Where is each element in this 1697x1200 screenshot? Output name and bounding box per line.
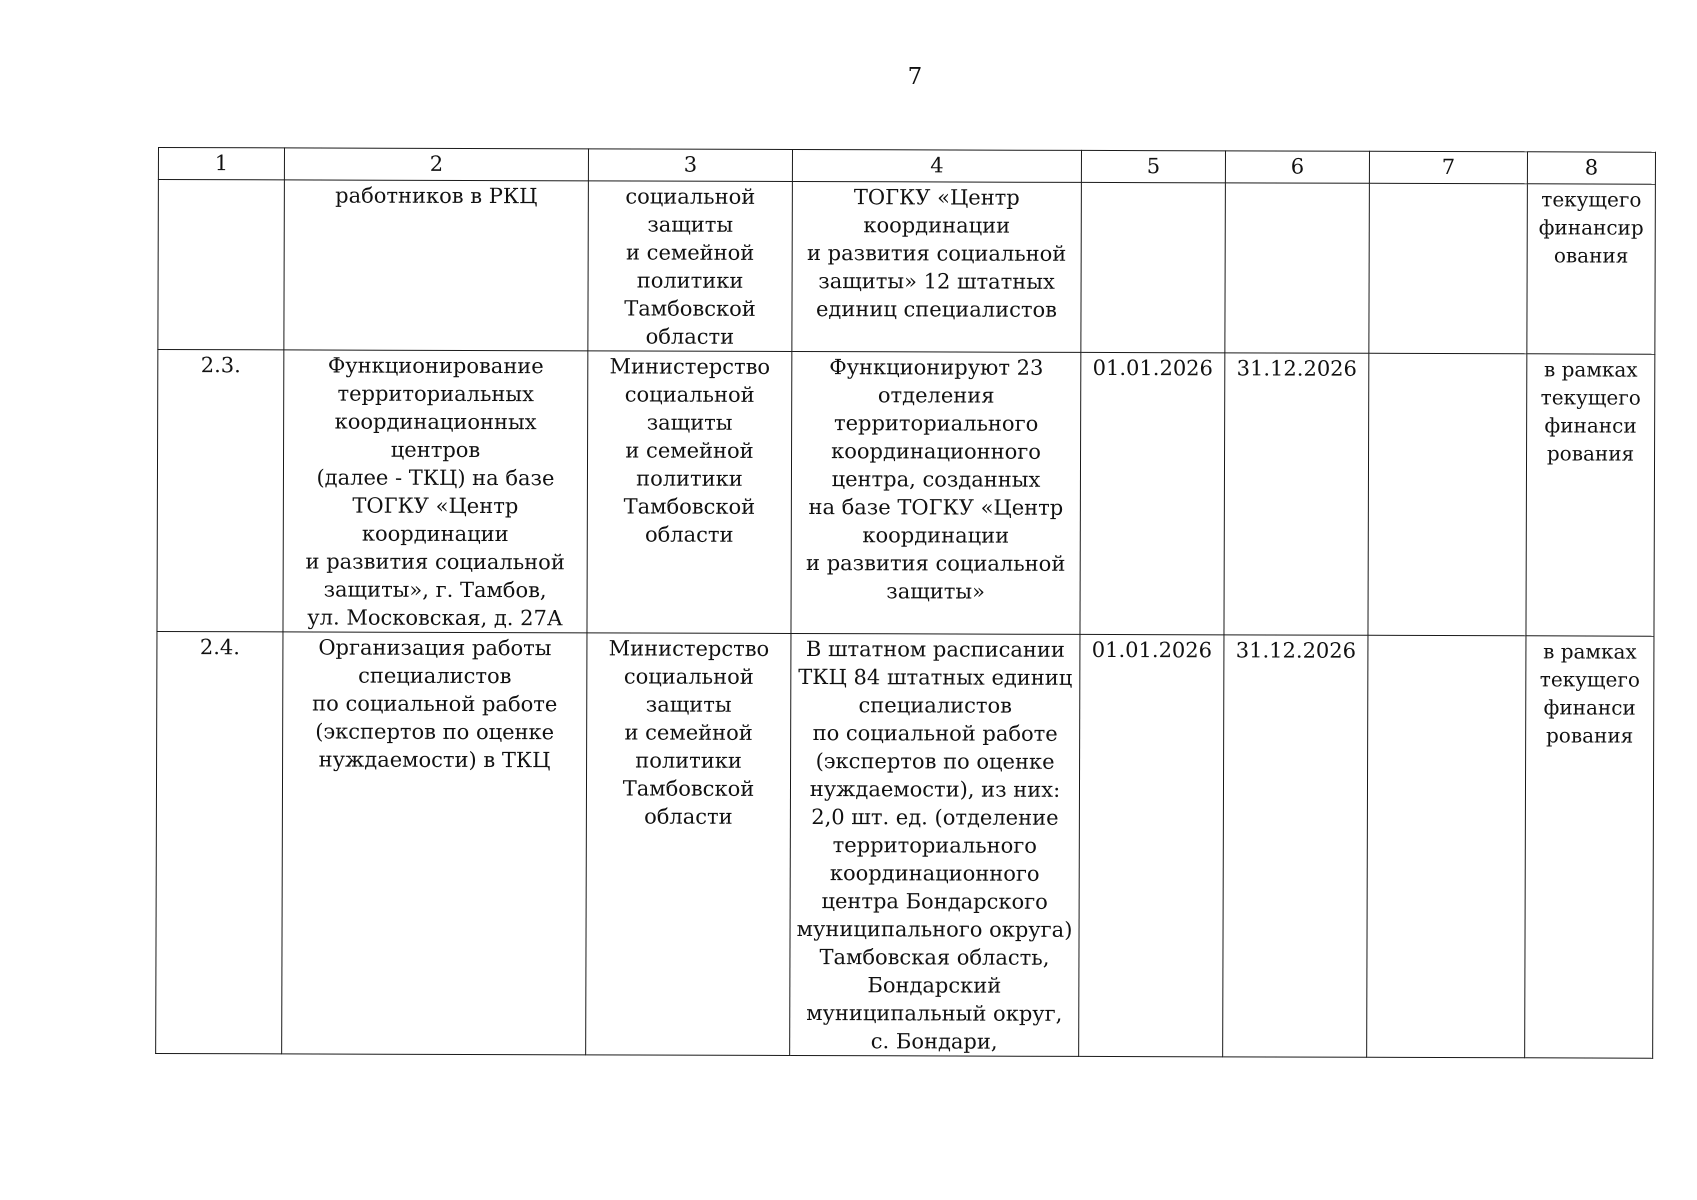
item-number-cell: 2.3. <box>157 350 284 632</box>
result-cell: ТОГКУ «Центр координации и развития социальной защиты» 12 штатных единиц специалистов <box>792 181 1082 352</box>
financing-cell: в рамках текущего финанси рования <box>1525 636 1654 1058</box>
page-number: 7 <box>907 64 923 90</box>
column-number-7: 7 <box>1369 151 1527 183</box>
end-date-cell: 31.12.2026 <box>1223 635 1368 1057</box>
start-date-cell: 01.01.2026 <box>1079 634 1224 1056</box>
column-7-cell <box>1368 353 1527 635</box>
start-date-cell: 01.01.2026 <box>1080 352 1225 634</box>
result-cell: Функционируют 23 отделения территориального координационного центра, созданных на базе ТОГКУ «Центр координации и развития социальной защиты» <box>791 351 1081 634</box>
item-number-cell <box>158 180 285 350</box>
column-number-6: 6 <box>1225 151 1369 183</box>
end-date-cell: 31.12.2026 <box>1224 353 1369 635</box>
end-date-cell <box>1225 183 1370 353</box>
column-number-2: 2 <box>284 148 588 181</box>
activity-cell: Организация работы специалистов по социальной работе (экспертов по оценке нуждаемости) в ТКЦ <box>282 632 587 1055</box>
result-cell: В штатном расписании ТКЦ 84 штатных единиц специалистов по социальной работе (экспертов по оценке нуждаемости), из них: 2,0 шт. ед. (отделение территориального координационного центра Бондарского муниципального округа) Тамбовская область, Бондарский муниципальный округ, с. Бондари, <box>790 633 1080 1056</box>
responsible-cell: Министерство социальной защиты и семейной политики Тамбовской области <box>586 633 791 1056</box>
financing-cell: в рамках текущего финанси рования <box>1526 354 1655 636</box>
activity-cell: Функционирование территориальных координационных центров (далее - ТКЦ) на базе ТОГКУ «Центр координации и развития социальной защиты», г. Тамбов, ул. Московская, д. 27А <box>283 350 588 633</box>
table-row <box>156 631 1654 1058</box>
table-header-row <box>158 148 1655 185</box>
column-number-1: 1 <box>158 148 284 180</box>
column-7-cell <box>1367 635 1526 1057</box>
start-date-cell <box>1081 182 1226 352</box>
responsible-cell: Министерство социальной защиты и семейной политики Тамбовской области <box>587 351 792 634</box>
document-table <box>155 147 1656 1059</box>
table-row <box>158 180 1656 355</box>
table-row <box>157 350 1655 637</box>
column-number-8: 8 <box>1527 152 1655 184</box>
item-number-cell: 2.4. <box>156 631 283 1053</box>
column-number-4: 4 <box>792 149 1081 182</box>
column-number-3: 3 <box>588 149 792 182</box>
responsible-cell: социальной защиты и семейной политики Тамбовской области <box>588 181 793 352</box>
financing-cell: текущего финансир ования <box>1527 184 1656 354</box>
activity-cell: работников в РКЦ <box>284 180 589 351</box>
column-7-cell <box>1369 183 1528 353</box>
column-number-5: 5 <box>1081 150 1225 182</box>
